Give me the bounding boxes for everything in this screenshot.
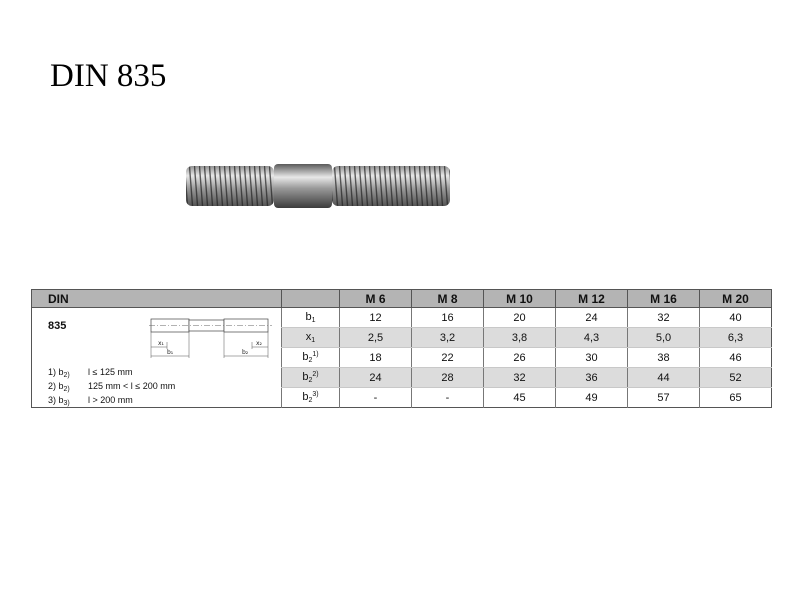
spec-table	[31, 289, 772, 408]
din-info-cell	[32, 308, 282, 408]
dimension-diagram	[149, 314, 273, 364]
table-cell: 2,5	[340, 328, 412, 348]
header-size: M 8	[412, 290, 484, 308]
table-cell: 18	[340, 348, 412, 368]
footnotes	[48, 367, 175, 409]
label-x1: x₁	[158, 340, 164, 347]
footnote: 2) $b_{2)}$ 125 mm < l ≤ 200 mm	[48, 381, 176, 393]
table-cell: -	[340, 388, 412, 408]
table-cell: 26	[484, 348, 556, 368]
table-cell: 5,0	[628, 328, 700, 348]
row-symbol: $b_2^{1)}$	[282, 348, 340, 368]
row-symbol: $b_2^{3)}$	[282, 388, 340, 408]
row-symbol: $b_1$	[282, 308, 340, 328]
table-cell: 24	[556, 308, 628, 328]
row-symbol: $x_1$	[282, 328, 340, 348]
table-cell: 57	[628, 388, 700, 408]
header-size: M 20	[700, 290, 772, 308]
header-size: M 16	[628, 290, 700, 308]
page-title: DIN 835	[50, 58, 167, 94]
table-cell: 44	[628, 368, 700, 388]
table-cell: 36	[556, 368, 628, 388]
stud-bolt-image	[184, 160, 454, 212]
table-cell: 3,2	[412, 328, 484, 348]
header-symbol	[282, 290, 340, 308]
header-size: M 10	[484, 290, 556, 308]
table-cell: 65	[700, 388, 772, 408]
table-cell: 16	[412, 308, 484, 328]
header-size: M 12	[556, 290, 628, 308]
table-cell: 3,8	[484, 328, 556, 348]
table-cell: 30	[556, 348, 628, 368]
table-cell: -	[412, 388, 484, 408]
table-cell: 24	[340, 368, 412, 388]
table-cell: 6,3	[700, 328, 772, 348]
table-header-row	[32, 290, 772, 308]
table-cell: 40	[700, 308, 772, 328]
table-cell: 28	[412, 368, 484, 388]
footnote: 3) $b_{3)}$ l > 200 mm	[48, 395, 133, 407]
table-row	[32, 308, 772, 328]
label-b1: b₁	[167, 349, 174, 356]
header-size: M 6	[340, 290, 412, 308]
table-cell: 46	[700, 348, 772, 368]
table-cell: 32	[484, 368, 556, 388]
table-cell: 38	[628, 348, 700, 368]
table-cell: 12	[340, 308, 412, 328]
din-number: 835	[48, 320, 67, 332]
table-cell: 45	[484, 388, 556, 408]
table-cell: 32	[628, 308, 700, 328]
table-cell: 4,3	[556, 328, 628, 348]
label-x2: x₂	[256, 340, 262, 347]
table-cell: 20	[484, 308, 556, 328]
table-cell: 22	[412, 348, 484, 368]
table-cell: 52	[700, 368, 772, 388]
footnote: 1) $b_{2)}$ l ≤ 125 mm	[48, 367, 133, 379]
row-symbol: $b_2^{2)}$	[282, 368, 340, 388]
header-din: DIN	[32, 290, 282, 308]
table-cell: 49	[556, 388, 628, 408]
label-b2: b₂	[242, 349, 249, 356]
